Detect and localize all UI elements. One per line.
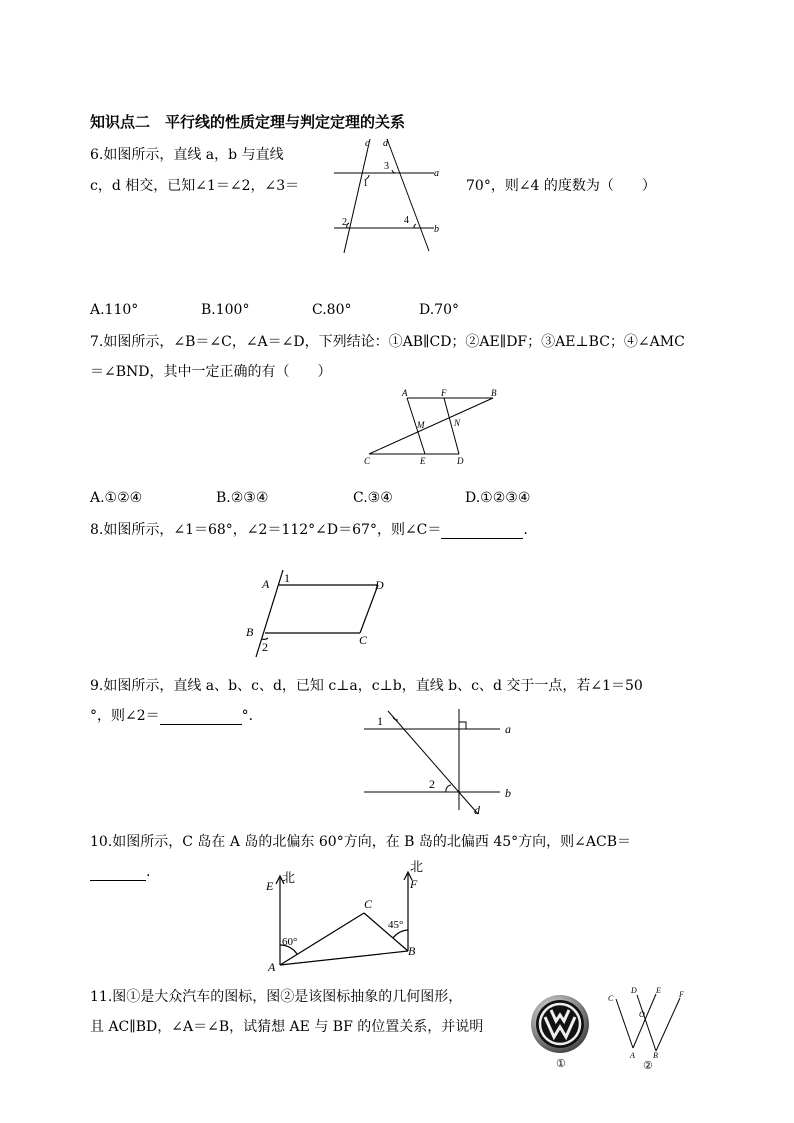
q9-label-d: d bbox=[474, 803, 480, 817]
q7-label-e: E bbox=[420, 456, 426, 466]
q8-segment-dc bbox=[360, 585, 378, 633]
q7-figure bbox=[355, 385, 510, 470]
q10-label-45: 45° bbox=[388, 919, 404, 931]
q10-label-a: A bbox=[268, 960, 276, 974]
q6-option-b: B.100° bbox=[201, 302, 250, 318]
q7-text-line2: ＝∠BND，其中一定正确的有（ ） bbox=[90, 364, 332, 380]
q7-label-f: F bbox=[441, 388, 447, 398]
q9-figure bbox=[360, 706, 520, 818]
q9-angle-arc-1 bbox=[393, 717, 398, 720]
q11-label-o: O bbox=[639, 1010, 645, 1019]
q6-label-b: b bbox=[434, 224, 439, 235]
q8-label-a: A bbox=[262, 577, 270, 591]
q11-label-d: D bbox=[631, 986, 637, 995]
q6-line-c bbox=[344, 139, 370, 253]
q9-line-d bbox=[388, 711, 478, 814]
q11-text-line1: 11.图①是大众汽车的图标，图②是该图标抽象的几何图形， bbox=[90, 989, 463, 1005]
q10-label-north-b: 北 bbox=[410, 859, 424, 874]
q9-label-b: b bbox=[505, 786, 511, 800]
q7-label-d: D bbox=[457, 456, 464, 466]
q7-label-c: C bbox=[364, 456, 371, 466]
q11-label-a: A bbox=[630, 1051, 635, 1060]
q7-option-b: B.②③④ bbox=[216, 490, 269, 506]
q7-label-b: B bbox=[491, 388, 497, 398]
q6-option-a: A.110° bbox=[90, 302, 139, 318]
q10-text-line2 bbox=[90, 863, 150, 881]
section-title: 知识点二 平行线的性质定理与判定定理的关系 bbox=[90, 113, 406, 131]
q10-label-e: E bbox=[266, 879, 274, 893]
q6-line-d bbox=[387, 139, 429, 251]
q8-text-end: . bbox=[523, 522, 528, 538]
q11-label-f: F bbox=[679, 990, 684, 999]
q7-option-a: A.①②④ bbox=[90, 490, 143, 506]
q6-label-2: 2 bbox=[342, 217, 347, 228]
q9-text-line2 bbox=[90, 707, 263, 725]
q10-answer-blank[interactable] bbox=[90, 866, 146, 881]
q10-angle-arc-45 bbox=[393, 930, 408, 938]
q10-text-line1: 10.如图所示，C 岛在 A 岛的北偏东 60°方向，在 B 岛的北偏西 45°方向，则∠ACB＝ bbox=[90, 834, 631, 850]
q11-label-b: B bbox=[653, 1051, 658, 1060]
q6-label-d: d bbox=[383, 138, 388, 149]
q9-label-1: 1 bbox=[377, 714, 383, 728]
q6-text-line2: c，d 相交，已知∠1＝∠2，∠3＝ bbox=[90, 178, 300, 194]
q9-text-end: °． bbox=[241, 708, 263, 724]
q8-transversal bbox=[256, 570, 283, 657]
q6-angle-arc-4 bbox=[414, 224, 416, 228]
q8-figure bbox=[232, 565, 392, 665]
q9-text-line1: 9.如图所示，直线 a、b、c、d，已知 c⊥a，c⊥b，直线 b、c、d 交于一点，若∠1＝50 bbox=[90, 678, 643, 694]
q11-segment-ac bbox=[616, 999, 633, 1048]
q11-segment-bd bbox=[637, 995, 656, 1051]
q9-angle-arc-2 bbox=[446, 785, 451, 792]
q6-label-a: a bbox=[434, 168, 439, 179]
q6-angle-arc-2 bbox=[347, 223, 349, 228]
q7-option-d: D.①②③④ bbox=[465, 490, 531, 506]
q9-right-angle-mark bbox=[459, 722, 466, 729]
q6-text-line1: 6.如图所示，直线 a，b 与直线 bbox=[90, 147, 284, 163]
q6-option-d: D.70° bbox=[419, 302, 459, 318]
q11-segment-bf bbox=[656, 998, 680, 1051]
q6-label-4: 4 bbox=[404, 215, 409, 226]
q10-label-north-a: 北 bbox=[282, 870, 296, 885]
vw-logo-icon bbox=[531, 995, 589, 1053]
q8-text-line1 bbox=[90, 521, 528, 539]
q8-label-2: 2 bbox=[262, 640, 268, 654]
q9-label-2: 2 bbox=[429, 777, 435, 791]
q8-label-c: C bbox=[359, 633, 368, 647]
q10-figure bbox=[258, 858, 438, 976]
q7-label-m: M bbox=[417, 420, 425, 430]
q10-label-f: F bbox=[410, 877, 418, 891]
q10-label-c: C bbox=[364, 897, 373, 911]
q11-label-c: C bbox=[608, 994, 614, 1003]
q7-label-n: N bbox=[454, 418, 461, 428]
q11-logo-figure bbox=[530, 993, 596, 1071]
q6-label-3: 3 bbox=[384, 161, 389, 172]
q11-figure-caption: ② bbox=[643, 1060, 653, 1072]
q7-segment-bc bbox=[369, 398, 493, 454]
q8-label-d: D bbox=[375, 578, 384, 592]
q11-geometry-figure bbox=[603, 983, 693, 1073]
q11-label-e: E bbox=[656, 986, 661, 995]
q6-label-c: c bbox=[365, 138, 370, 149]
q11-logo-caption: ① bbox=[556, 1058, 566, 1070]
q11-text-line2: 且 AC∥BD，∠A＝∠B，试猜想 AE 与 BF 的位置关系，并说明 bbox=[90, 1019, 484, 1035]
q7-text-line1: 7.如图所示，∠B＝∠C，∠A＝∠D，下列结论：①AB∥CD；②AE∥DF；③AE⊥BC；④∠AMC bbox=[90, 334, 685, 350]
q9-text: °，则∠2＝ bbox=[90, 708, 160, 724]
q6-option-c: C.80° bbox=[312, 302, 352, 318]
q9-label-a: a bbox=[505, 722, 511, 736]
q7-label-a: A bbox=[402, 388, 408, 398]
q10-text-end: . bbox=[146, 864, 151, 880]
q6-label-1: 1 bbox=[363, 178, 368, 189]
q6-figure bbox=[330, 135, 450, 255]
q6-text-line2-end: 70°，则∠4 的度数为（ ） bbox=[466, 178, 656, 194]
q10-label-60: 60° bbox=[282, 936, 298, 948]
q8-answer-blank[interactable] bbox=[441, 524, 523, 539]
q9-answer-blank[interactable] bbox=[160, 710, 242, 725]
q10-label-b: B bbox=[408, 944, 416, 958]
q8-label-b: B bbox=[246, 625, 254, 639]
q8-text: 8.如图所示，∠1＝68°，∠2＝112°∠D＝67°，则∠C＝ bbox=[90, 522, 442, 538]
q7-option-c: C.③④ bbox=[353, 490, 393, 506]
q8-label-1: 1 bbox=[284, 571, 290, 585]
